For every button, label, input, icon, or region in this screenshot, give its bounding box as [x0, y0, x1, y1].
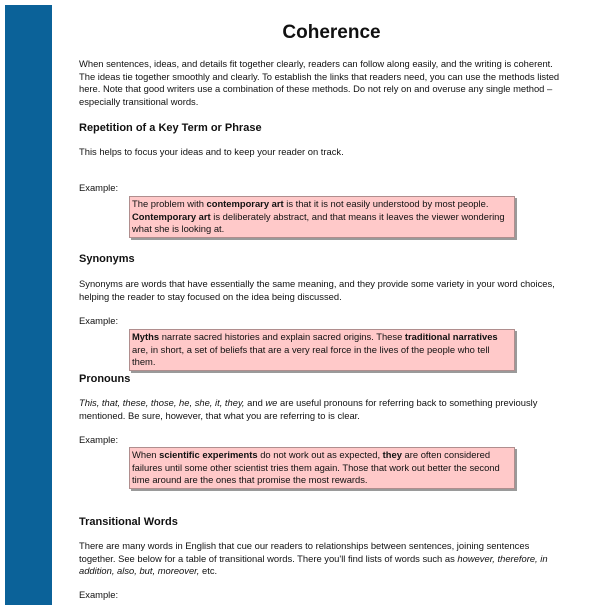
example-text: are, in short, a set of beliefs that are a very real force in the lives of the people who tell them.: [132, 343, 490, 368]
example-label-repetition: Example:: [79, 182, 119, 193]
key-term: scientific experiments: [159, 449, 258, 460]
example-label-synonyms: Example:: [79, 315, 119, 326]
body-text: and: [244, 397, 266, 408]
key-term: they: [382, 449, 402, 460]
intro-paragraph: When sentences, ideas, and details fit together clearly, readers can follow along easily, and the writing is coherent. The ideas tie together smoothly and clearly. To establish the links that readers need, you can use the methods listed here. Note that good writers use a combination of these methods. Do not rely on and overuse any single method – especially transitional words.: [79, 58, 560, 107]
key-term: Myths: [132, 331, 160, 342]
page-title: Coherence: [282, 22, 381, 43]
heading-transitional-words: Transitional Words: [79, 516, 178, 528]
pronouns-body: [79, 397, 564, 422]
example-label-transitional: Example:: [79, 589, 119, 600]
repetition-body: This helps to focus your ideas and to keep your reader on track.: [79, 146, 344, 157]
example-text: do not work out as expected,: [257, 449, 383, 460]
example-text: When: [132, 449, 160, 460]
example-text: narrate sacred histories and explain sacred origins. These: [159, 331, 405, 342]
heading-synonyms: Synonyms: [79, 253, 135, 265]
transition-word-list: however, therefore, in addition, also, but, moreover,: [79, 552, 548, 577]
body-text: are useful pronouns for referring back to something previously mentioned. Be sure, however, that what you are referring to is clear.: [79, 397, 538, 421]
example-box-repetition: [129, 196, 515, 238]
example-text: are often considered failures until some other scientist tries them again. Those that work out better the second time around are the ones that promise the most rewards.: [132, 449, 500, 486]
heading-pronouns: Pronouns: [79, 373, 131, 385]
body-text: etc.: [199, 565, 218, 577]
left-sidebar-bar: [5, 5, 52, 605]
key-term: Contemporary art: [132, 210, 211, 222]
transitional-body: [79, 540, 564, 578]
example-box-synonyms: [129, 329, 515, 371]
key-term: contemporary art: [206, 198, 284, 209]
heading-repetition: Repetition of a Key Term or Phrase: [79, 122, 262, 134]
body-text: There are many words in English that cue our readers to relationships between sentences, joining sentences together. See below for a table of transitional words. There you'll find lists of words such as: [79, 540, 530, 564]
synonyms-body: Synonyms are words that have essentially the same meaning, and they provide some variety in your word choices, helping the reader to stay focused on the idea being discussed.: [79, 278, 555, 302]
pronoun-list: we: [265, 397, 278, 408]
example-text: is that it is not easily understood by most people.: [283, 198, 489, 209]
key-term: traditional narratives: [404, 331, 498, 342]
example-text: The problem with: [132, 198, 207, 209]
example-text: is deliberately abstract, and that means it leaves the viewer wondering what she is looking at.: [132, 210, 505, 235]
pronoun-list: This, that, these, those, he, she, it, they,: [79, 397, 245, 408]
example-label-pronouns: Example:: [79, 434, 119, 445]
example-box-pronouns: [129, 447, 515, 489]
